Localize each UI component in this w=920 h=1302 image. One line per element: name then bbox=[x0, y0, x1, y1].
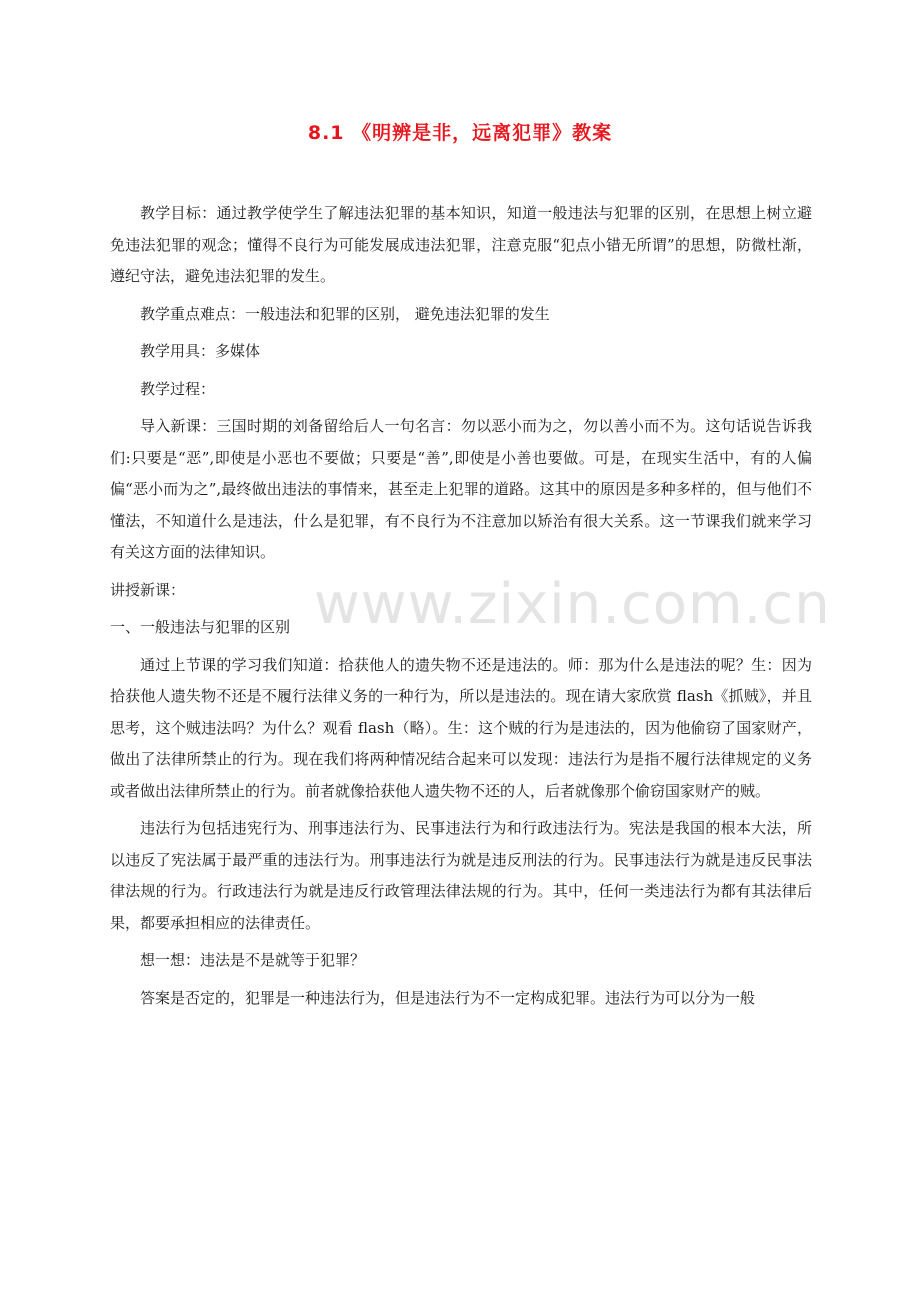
paragraph-lost-property: 通过上节课的学习我们知道：拾获他人的遗失物不还是违法的。师：那为什么是违法的呢？生：因为拾获他人遗失物不还是不履行法律义务的一种行为，所以是违法的。现在请大家欣赏 flash《抓贼》，并且思考，这个贼违法吗？为什么？观看 flash（略）。生：这个贼的行为是违法的，因为他偷窃了国家财产，做出了法律所禁止的行为。现在我们将两种情况结合起来可以发现：违法行为是指不履行法律规定的义务或者做出法律所禁止的行为。前者就像拾获他人遗失物不还的人，后者就像那个偷窃国家财产的贼。 bbox=[110, 655, 812, 800]
section-heading-part-one: 一、一般违法与犯罪的区别 bbox=[110, 618, 291, 636]
paragraph-teaching-tools: 教学用具：多媒体 bbox=[140, 342, 261, 360]
paragraph-key-points: 教学重点难点：一般违法和犯罪的区别， 避免违法犯罪的发生 bbox=[140, 304, 550, 323]
paragraph-think-question: 想一想：违法是不是就等于犯罪？ bbox=[140, 951, 366, 969]
section-heading-new-lesson: 讲授新课： bbox=[110, 580, 186, 599]
paragraph-process-heading: 教学过程： bbox=[140, 379, 216, 398]
paragraph-objectives: 教学目标：通过教学使学生了解违法犯罪的基本知识，知道一般违法与犯罪的区别，在思想上树立避免违法犯罪的观念；懂得不良行为可能发展成违法犯罪，注意克服“犯点小错无所谓”的思想，防微杜渐，遵纪守法，避免违法犯罪的发生。 bbox=[110, 204, 812, 285]
paragraph-introduction: 导入新课：三国时期的刘备留给后人一句名言：勿以恶小而为之，勿以善小而不为。这句话说告诉我们:只要是“恶”,即使是小恶也不要做；只要是“善”,即使是小善也要做。可是，在现实生活中，有的人偏偏“恶小而为之”,最终做出违法的事情来，甚至走上犯罪的道路。这其中的原因是多种多样的，但与他们不懂法，不知道什么是违法，什么是犯罪，有不良行为不注意加以矫治有很大关系。这一节课我们就来学习有关这方面的法律知识。 bbox=[110, 417, 812, 561]
paragraph-answer: 答案是否定的，犯罪是一种违法行为，但是违法行为不一定构成犯罪。违法行为可以分为一般 bbox=[140, 988, 756, 1007]
page-title: 8.1 《明辨是非，远离犯罪》教案 bbox=[307, 122, 613, 144]
document-body bbox=[110, 198, 812, 1020]
watermark-text: www.zixin.com.cn bbox=[314, 572, 831, 637]
paragraph-illegal-types: 违法行为包括违宪行为、刑事违法行为、民事违法行为和行政违法行为。宪法是我国的根本大法，所以违反了宪法属于最严重的违法行为。刑事违法行为就是违反刑法的行为。民事违法行为就是违反民事法律法规的行为。行政违法行为就是违反行政管理法律法规的行为。其中，任何一类违法行为都有其法律后果，都要承担相应的法律责任。 bbox=[110, 819, 812, 932]
